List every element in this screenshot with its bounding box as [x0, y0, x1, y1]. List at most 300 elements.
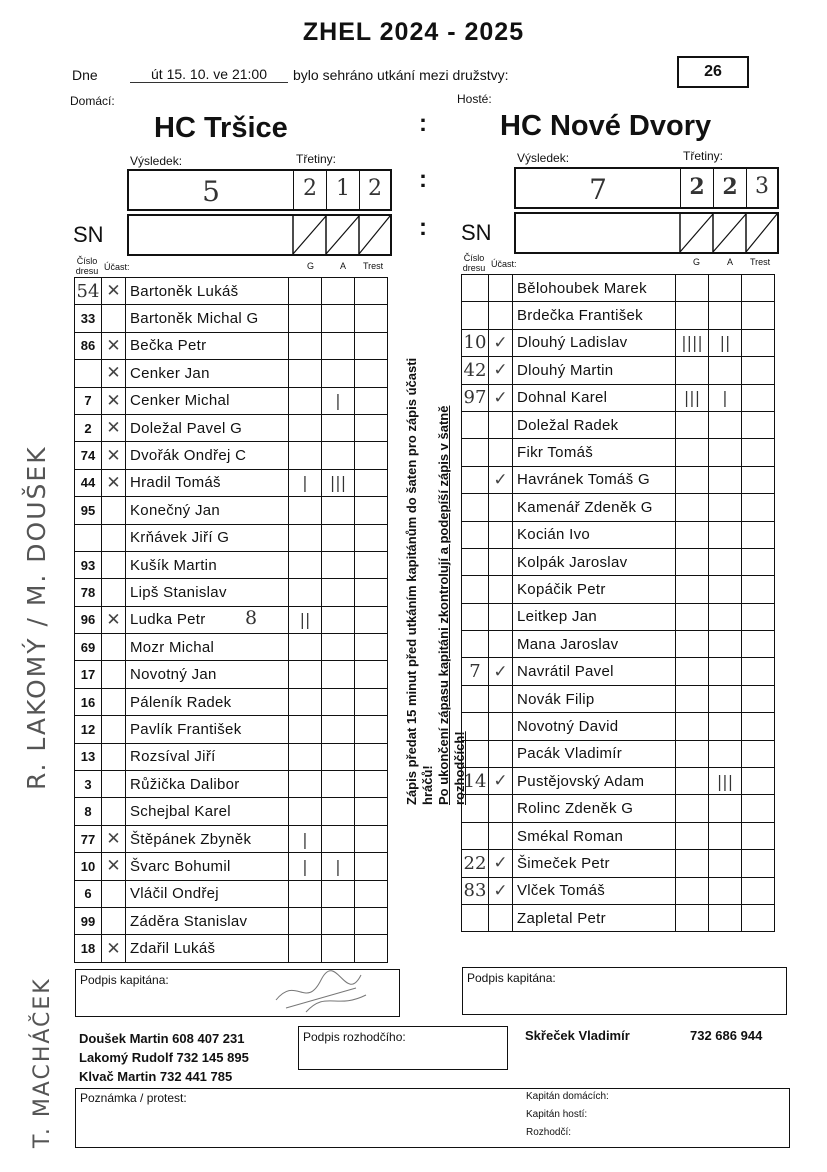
- home-roster-table: [74, 277, 388, 963]
- home-penalty: [355, 880, 388, 907]
- home-player-name: Cenker Jan: [126, 360, 289, 387]
- guest-player-name: Brdečka František: [513, 302, 676, 329]
- home-goals: [289, 743, 322, 770]
- guest-penalty: [742, 658, 775, 685]
- home-penalty: [355, 935, 388, 962]
- guest-assists: [709, 275, 742, 302]
- home-penalty: [355, 497, 388, 524]
- home-assists: [322, 360, 355, 387]
- date-label: Dne: [72, 67, 98, 83]
- home-goals: [289, 278, 322, 305]
- home-jersey-number: 93: [75, 551, 102, 578]
- home-jersey-number: [75, 524, 102, 551]
- home-goals: [289, 551, 322, 578]
- home-player-row: [75, 716, 388, 743]
- home-player-row: [75, 360, 388, 387]
- home-attendance-mark: ✕: [102, 332, 126, 359]
- guest-assists: [709, 439, 742, 466]
- home-player-name: Růžička Dalibor: [126, 771, 289, 798]
- guest-penalty: [742, 603, 775, 630]
- home-attendance-mark: [102, 880, 126, 907]
- home-period-3: 2: [359, 171, 390, 209]
- home-sn-slashes: [129, 216, 390, 254]
- home-score: 5: [202, 175, 220, 208]
- guest-player-name: Pacák Vladimír: [513, 740, 676, 767]
- guest-penalty: [742, 631, 775, 658]
- guest-assists: [709, 466, 742, 493]
- guest-periods-label: Třetiny:: [683, 149, 724, 163]
- guest-penalty: [742, 795, 775, 822]
- guest-assists: [709, 795, 742, 822]
- guest-a-header: A: [727, 257, 734, 267]
- home-assists: [322, 935, 355, 962]
- home-jersey-number: 16: [75, 688, 102, 715]
- home-player-row: [75, 414, 388, 441]
- guest-assists: [709, 713, 742, 740]
- home-player-name: Ludka Petr: [126, 606, 289, 633]
- guest-result-label: Výsledek:: [517, 151, 570, 165]
- guest-jersey-header: Číslo dresu: [462, 253, 486, 273]
- home-jersey-number: 7: [75, 387, 102, 414]
- home-attendance-mark: [102, 497, 126, 524]
- home-jersey-number: 33: [75, 305, 102, 332]
- guest-assists: |: [709, 384, 742, 411]
- home-attendance-mark: ✕: [102, 278, 126, 305]
- guest-attendance-mark: ✓: [489, 877, 513, 904]
- guest-player-row: [462, 768, 775, 795]
- guest-assists: [709, 411, 742, 438]
- home-penalty: [355, 716, 388, 743]
- guest-player-row: [462, 494, 775, 521]
- guest-penalty: [742, 576, 775, 603]
- guest-assists: ||: [709, 329, 742, 356]
- home-jersey-number: 96: [75, 606, 102, 633]
- home-attendance-mark: [102, 716, 126, 743]
- guest-attendance-mark: ✓: [489, 768, 513, 795]
- guest-player-name: Novák Filip: [513, 685, 676, 712]
- guest-attendance-mark: [489, 439, 513, 466]
- referee-label: Rozhodčí:: [526, 1127, 572, 1138]
- home-captain-signature-box: [75, 969, 400, 1017]
- guest-sn-box: [514, 212, 779, 254]
- guest-player-name: Kocián Ivo: [513, 521, 676, 548]
- home-player-name: Zdařil Lukáš: [126, 935, 289, 962]
- home-penalty: [355, 278, 388, 305]
- guest-attendance-mark: [489, 576, 513, 603]
- handwritten-timekeeper: T. MACHÁČEK: [30, 977, 55, 1148]
- guest-captain-signature-box: [462, 967, 787, 1015]
- home-attendance-mark: [102, 524, 126, 551]
- home-attendance-mark: [102, 661, 126, 688]
- home-attendance-mark: ✕: [102, 387, 126, 414]
- home-assists: [322, 907, 355, 934]
- home-player-name: Štěpánek Zbyněk: [126, 825, 289, 852]
- guest-penalty: [742, 439, 775, 466]
- guest-jersey-number: 97: [462, 384, 489, 411]
- home-player-name: Kušík Martin: [126, 551, 289, 578]
- contact-1: Doušek Martin 608 407 231: [79, 1031, 245, 1046]
- guest-period-3: 3: [746, 169, 777, 207]
- guest-penalty: [742, 740, 775, 767]
- home-assists: |: [322, 387, 355, 414]
- guest-player-name: Bělohoubek Marek: [513, 275, 676, 302]
- home-penalty: [355, 332, 388, 359]
- guest-jersey-number: 22: [462, 850, 489, 877]
- guest-penalty: [742, 850, 775, 877]
- guest-player-name: Rolinc Zdeněk G: [513, 795, 676, 822]
- guest-jersey-number: [462, 822, 489, 849]
- home-assists: [322, 332, 355, 359]
- guest-assists: [709, 740, 742, 767]
- guest-jersey-number: 14: [462, 768, 489, 795]
- guest-penalty: [742, 685, 775, 712]
- guest-goals: [676, 275, 709, 302]
- guest-assists: [709, 494, 742, 521]
- guest-player-name: Vlček Tomáš: [513, 877, 676, 904]
- referee-signature-box: [298, 1026, 508, 1070]
- home-attendance-mark: [102, 579, 126, 606]
- home-attendance-mark: ✕: [102, 360, 126, 387]
- home-jersey-number: [75, 360, 102, 387]
- guest-penalty: [742, 822, 775, 849]
- home-player-row: [75, 798, 388, 825]
- guest-period-1: 2: [680, 169, 713, 207]
- home-penalty: [355, 551, 388, 578]
- guest-player-row: [462, 576, 775, 603]
- home-player-row: [75, 634, 388, 661]
- colon-3: :: [419, 214, 427, 241]
- guest-goals: [676, 439, 709, 466]
- instruction-notice: [404, 345, 468, 805]
- guest-attendance-mark: [489, 275, 513, 302]
- guest-goals: [676, 904, 709, 931]
- guest-assists: [709, 658, 742, 685]
- instruction-line-2: Po ukončení zápasu kapitáni zkontrolují a podepíší zápis v šatně rozhodčích!: [436, 405, 467, 805]
- guest-player-row: [462, 713, 775, 740]
- home-player-row: [75, 661, 388, 688]
- home-penalty: [355, 305, 388, 332]
- home-assists: [322, 716, 355, 743]
- home-goals: [289, 880, 322, 907]
- guest-assists: [709, 631, 742, 658]
- guest-player-name: Pustějovský Adam: [513, 768, 676, 795]
- guest-player-row: [462, 521, 775, 548]
- guest-player-row: [462, 439, 775, 466]
- guest-penalty: [742, 904, 775, 931]
- guest-captain-signature-label: Podpis kapitána:: [467, 971, 556, 985]
- guest-assists: [709, 877, 742, 904]
- home-player-name: Švarc Bohumil: [126, 853, 289, 880]
- guest-goals: [676, 740, 709, 767]
- home-goals: [289, 332, 322, 359]
- home-assists: [322, 551, 355, 578]
- home-assists: [322, 798, 355, 825]
- note-label: Poznámka / protest:: [80, 1091, 187, 1105]
- home-penalty: [355, 634, 388, 661]
- guest-penalty: [742, 275, 775, 302]
- guest-player-name: Zapletal Petr: [513, 904, 676, 931]
- colon-2: :: [419, 166, 427, 193]
- guest-attendance-mark: [489, 603, 513, 630]
- guest-penalty: [742, 329, 775, 356]
- home-player-row: [75, 442, 388, 469]
- guest-assists: [709, 685, 742, 712]
- home-goals: [289, 771, 322, 798]
- home-penalty: [355, 387, 388, 414]
- guest-attendance-mark: [489, 740, 513, 767]
- home-assists: [322, 661, 355, 688]
- played-text: bylo sehráno utkání mezi družstvy:: [293, 67, 509, 83]
- home-attendance-mark: ✕: [102, 935, 126, 962]
- guest-period-2: 2: [713, 169, 746, 207]
- home-sn-label: SN: [73, 222, 104, 247]
- guest-jersey-number: 10: [462, 329, 489, 356]
- home-goals: [289, 524, 322, 551]
- home-penalty: [355, 771, 388, 798]
- guest-player-name: Mana Jaroslav: [513, 631, 676, 658]
- guest-goals: [676, 795, 709, 822]
- guest-goals: |||: [676, 384, 709, 411]
- guest-player-row: [462, 685, 775, 712]
- home-assists: [322, 771, 355, 798]
- home-player-row: [75, 551, 388, 578]
- guest-player-name: Leitkep Jan: [513, 603, 676, 630]
- home-jersey-number: 18: [75, 935, 102, 962]
- guest-penalty: [742, 548, 775, 575]
- guest-attendance-mark: [489, 548, 513, 575]
- home-assists: [322, 825, 355, 852]
- guest-assists: [709, 357, 742, 384]
- guest-player-row: [462, 603, 775, 630]
- match-date: út 15. 10. ve 21:00: [130, 66, 288, 83]
- home-attendance-mark: [102, 634, 126, 661]
- guest-player-name: Kolpák Jaroslav: [513, 548, 676, 575]
- guest-goals: [676, 768, 709, 795]
- home-assists: [322, 414, 355, 441]
- home-goals: [289, 688, 322, 715]
- home-penalty: [355, 661, 388, 688]
- guest-attendance-mark: [489, 685, 513, 712]
- guest-sn-label: SN: [461, 220, 492, 245]
- home-captain-label: Kapitán domácích:: [526, 1091, 609, 1102]
- home-captain-signature-label: Podpis kapitána:: [80, 973, 169, 987]
- guest-penalty-header: Trest: [750, 257, 771, 267]
- guest-goals: [676, 576, 709, 603]
- home-jersey-number: 74: [75, 442, 102, 469]
- guest-player-row: [462, 740, 775, 767]
- home-attendance-mark: ✕: [102, 853, 126, 880]
- home-player-name: Bartoněk Lukáš: [126, 278, 289, 305]
- home-label: Domácí:: [70, 94, 115, 108]
- home-penalty: [355, 360, 388, 387]
- game-number: 26: [677, 56, 749, 88]
- home-jersey-number: 12: [75, 716, 102, 743]
- home-attendance-mark: ✕: [102, 442, 126, 469]
- home-attendance-mark: [102, 305, 126, 332]
- guest-player-name: Fikr Tomáš: [513, 439, 676, 466]
- guest-player-row: [462, 548, 775, 575]
- home-goals: [289, 497, 322, 524]
- home-player-name: Krňávek Jiří G: [126, 524, 289, 551]
- guest-team-name: HC Nové Dvory: [500, 110, 712, 142]
- instruction-line-1: Zápis předat 15 minut před utkáním kapitánům do šaten pro zápis účasti hráčů!: [404, 357, 435, 805]
- home-player-name: Pavlík František: [126, 716, 289, 743]
- guest-player-row: [462, 329, 775, 356]
- home-player-name: Páleník Radek: [126, 688, 289, 715]
- home-player-row: [75, 853, 388, 880]
- guest-player-row: [462, 302, 775, 329]
- guest-goals: [676, 302, 709, 329]
- guest-player-row: [462, 850, 775, 877]
- guest-player-row: [462, 275, 775, 302]
- home-jersey-header: Číslo dresu: [75, 256, 99, 276]
- home-goals: [289, 798, 322, 825]
- guest-player-name: Navrátil Pavel: [513, 658, 676, 685]
- guest-player-name: Dlouhý Ladislav: [513, 329, 676, 356]
- home-attendance-mark: ✕: [102, 469, 126, 496]
- home-player-name: Hradil Tomáš: [126, 469, 289, 496]
- home-penalty: [355, 524, 388, 551]
- guest-goals: [676, 713, 709, 740]
- home-goals: [289, 935, 322, 962]
- guest-player-row: [462, 877, 775, 904]
- guest-attendance-mark: [489, 521, 513, 548]
- guest-goals: [676, 822, 709, 849]
- home-player-row: [75, 579, 388, 606]
- home-goals: |: [289, 825, 322, 852]
- home-player-row: [75, 469, 388, 496]
- guest-penalty: [742, 411, 775, 438]
- guest-jersey-number: 42: [462, 357, 489, 384]
- home-assists: [322, 880, 355, 907]
- guest-attendance-mark: [489, 411, 513, 438]
- guest-player-name: Kamenář Zdeněk G: [513, 494, 676, 521]
- home-penalty-header: Trest: [363, 261, 384, 271]
- guest-player-row: [462, 384, 775, 411]
- home-player-name: Bečka Petr: [126, 332, 289, 359]
- guest-goals: [676, 357, 709, 384]
- guest-attendance-header: Účast:: [491, 259, 517, 269]
- guest-goals: [676, 411, 709, 438]
- home-attendance-mark: ✕: [102, 606, 126, 633]
- home-jersey-number: 77: [75, 825, 102, 852]
- guest-attendance-mark: ✓: [489, 850, 513, 877]
- guest-player-row: [462, 357, 775, 384]
- home-attendance-mark: [102, 798, 126, 825]
- home-goals: [289, 661, 322, 688]
- guest-jersey-number: [462, 275, 489, 302]
- note-box: [75, 1088, 790, 1148]
- contacts-left: [79, 1029, 249, 1086]
- home-jersey-number: 10: [75, 853, 102, 880]
- guest-player-row: [462, 822, 775, 849]
- guest-player-name: Dlouhý Martin: [513, 357, 676, 384]
- home-jersey-number: 99: [75, 907, 102, 934]
- home-jersey-number: 2: [75, 414, 102, 441]
- home-goals: [289, 305, 322, 332]
- home-attendance-mark: [102, 907, 126, 934]
- home-goals: [289, 387, 322, 414]
- home-attendance-header: Účast:: [104, 262, 130, 272]
- guest-goals: [676, 877, 709, 904]
- guest-penalty: [742, 521, 775, 548]
- guest-assists: [709, 576, 742, 603]
- home-penalty: [355, 414, 388, 441]
- colon-1: :: [419, 110, 427, 137]
- home-assists: |||: [322, 469, 355, 496]
- home-player-row: [75, 524, 388, 551]
- guest-assists: |||: [709, 768, 742, 795]
- guest-goals: [676, 658, 709, 685]
- home-player-name: Záděra Stanislav: [126, 907, 289, 934]
- guest-assists: [709, 548, 742, 575]
- guest-goals: ||||: [676, 329, 709, 356]
- guest-assists: [709, 302, 742, 329]
- guest-penalty: [742, 877, 775, 904]
- home-a-header: A: [340, 261, 347, 271]
- guest-player-row: [462, 658, 775, 685]
- home-attendance-mark: ✕: [102, 825, 126, 852]
- home-jersey-number: 54: [75, 278, 102, 305]
- guest-attendance-mark: [489, 795, 513, 822]
- home-player-row: [75, 305, 388, 332]
- home-player-name: Cenker Michal: [126, 387, 289, 414]
- home-player-name: Rozsíval Jiří: [126, 743, 289, 770]
- home-penalty: [355, 907, 388, 934]
- home-goals: [289, 634, 322, 661]
- home-assists: [322, 497, 355, 524]
- home-assists: [322, 579, 355, 606]
- contact-3: Klvač Martin 732 441 785: [79, 1069, 233, 1084]
- guest-penalty: [742, 713, 775, 740]
- home-assists: [322, 305, 355, 332]
- guest-assists: [709, 822, 742, 849]
- guest-assists: [709, 850, 742, 877]
- home-player-row: [75, 387, 388, 414]
- home-goals: ||: [289, 606, 322, 633]
- guest-penalty: [742, 768, 775, 795]
- home-jersey-number: 3: [75, 771, 102, 798]
- home-attendance-mark: ✕: [102, 414, 126, 441]
- home-player-row: [75, 935, 388, 962]
- home-goals: |: [289, 853, 322, 880]
- home-player-name: Lipš Stanislav: [126, 579, 289, 606]
- home-period-2: 1: [326, 171, 359, 209]
- guest-attendance-mark: ✓: [489, 357, 513, 384]
- guest-goals: [676, 521, 709, 548]
- home-attendance-mark: [102, 551, 126, 578]
- guest-jersey-number: 7: [462, 658, 489, 685]
- home-goals: [289, 579, 322, 606]
- home-jersey-number: 17: [75, 661, 102, 688]
- home-player-name: Vláčil Ondřej: [126, 880, 289, 907]
- home-assists: [322, 688, 355, 715]
- guest-attendance-mark: ✓: [489, 384, 513, 411]
- home-assists: [322, 606, 355, 633]
- home-sn-box: [127, 214, 392, 256]
- home-assists: |: [322, 853, 355, 880]
- home-penalty: [355, 469, 388, 496]
- home-player-row: [75, 907, 388, 934]
- guest-score-box: [514, 167, 779, 209]
- guest-attendance-mark: ✓: [489, 466, 513, 493]
- guest-attendance-mark: [489, 494, 513, 521]
- guest-player-name: Doležal Radek: [513, 411, 676, 438]
- home-assists: [322, 743, 355, 770]
- guest-player-row: [462, 904, 775, 931]
- guest-attendance-mark: ✓: [489, 329, 513, 356]
- contact-right-phone: 732 686 944: [690, 1028, 763, 1043]
